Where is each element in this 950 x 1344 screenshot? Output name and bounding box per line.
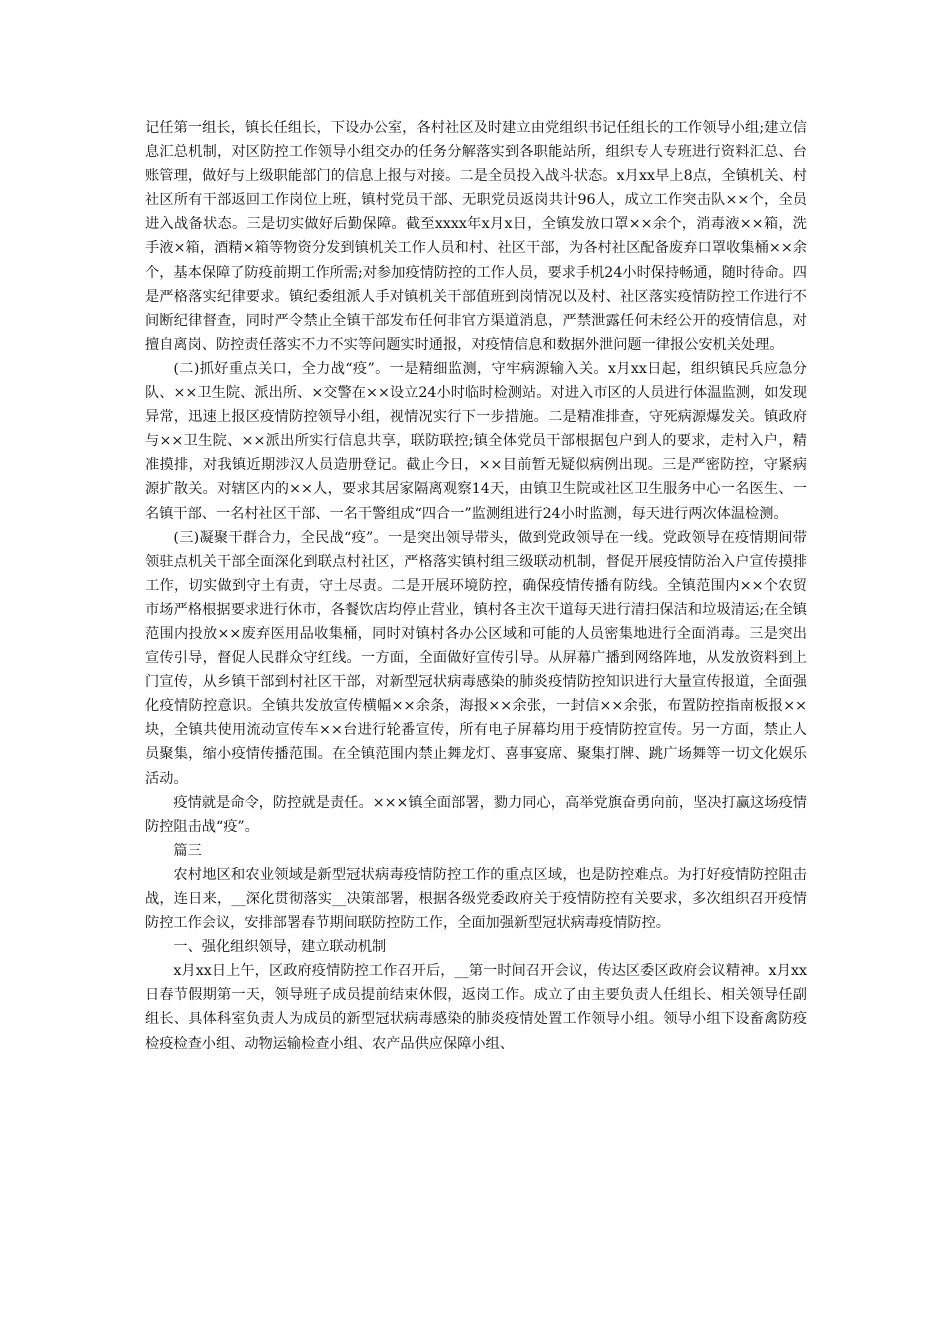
paragraph-1: 记任第一组长，镇长任组长，下设办公室，各村社区及时建立由党组织书记任组长的工作领导小组;建立信息汇总机制，对区防控工作领导小组交办的任务分解落实到各职能站所，组织专人专班进行资料汇总、台账管理，做好与上级职能部门的信息上报与对接。二是全员投入战斗状态。x月xx早上8点，全镇机关、村社区所有干部返回工作岗位上班，镇村党员干部、无职党员返岗共计96人，成立工作突击队××个，全员进入战备状态。三是切实做好后勤保障。截至xxxx年x月x日，全镇发放口罩××余个，消毒液××箱，洗手液×箱，酒精×箱等物资分发到镇机关工作人员和村、社区干部，为各村社区配备废弃口罩收集桶××余个，基本保障了防疫前期工作所需;对参加疫情防控的工作人员，要求手机24小时保持畅通，随时待命。四是严格落实纪律要求。镇纪委组派人手对镇机关干部值班到岗情况以及村、社区落实疫情防控工作进行不间断纪律督查，同时严令禁止全镇干部发布任何非官方渠道消息，严禁泄露任何未经公开的疫情信息，对擅自离岗、防控责任落实不力不实等问题实时通报，对疫情信息和数据外泄问题一律报公安机关处理。 [145, 120, 807, 353]
paragraph-6: x月xx日上午，区政府疫情防控工作召开后，__第一时间召开会议，传达区委区政府会议精神。x月xx日春节假期第一天，领导班子成员提前结束休假，返岗工作。成立了由主要负责人任组长、相关领导任副组长、具体科室负责人为成员的新型冠状病毒感染的肺炎疫情处置工作领导小组。领导小组下设畜禽防疫检疫检查小组、动物运输检查小组、农产品供应保障小组、 [145, 963, 807, 1052]
paragraph-4: 疫情就是命令，防控就是责任。×××镇全面部署，勠力同心，高举党旗奋勇向前，坚决打赢这场疫情防控阻击战“疫”。 [145, 794, 807, 835]
paragraph-5: 农村地区和农业领域是新型冠状病毒疫情防控工作的重点区域，也是防控难点。为打好疫情防控阻击战，连日来，__深化贯彻落实__决策部署，根据各级党委政府关于疫情防控有关要求，多次组织召开疫情防控工作会议，安排部署春节期间联防控防工作，全面加强新型冠状病毒疫情防控。 [145, 866, 807, 932]
section-heading-part-three: 篇三 [173, 842, 202, 859]
paragraph-2: (二)抓好重点关口，全力战“疫”。一是精细监测，守牢病源输入关。x月xx日起，组织镇民兵应急分队、××卫生院、派出所、×交警在××设立24小时临时检测站。对进入市区的人员进行体温监测，如发现异常，迅速上报区疫情防控领导小组，视情况实行下一步措施。二是精准排查，守死病源爆发关。镇政府与××卫生院、××派出所实行信息共享，联防联控;镇全体党员干部根据包户到人的要求，走村入户，精准摸排，对我镇近期涉汉人员造册登记。截止今日，××目前暂无疑似病例出现。三是严密防控，守紧病源扩散关。对辖区内的××人，要求其居家隔离观察14天，由镇卫生院或社区卫生服务中心一名医生、一名镇干部、一名村社区干部、一名干警组成“四合一”监测组进行24小时监测，每天进行两次体温检测。 [145, 360, 807, 522]
section-heading-1: 一、强化组织领导，建立联动机制 [173, 939, 387, 956]
document-page [145, 116, 807, 1056]
paragraph-3: (三)凝聚干群合力，全民战“疫”。一是突出领导带头，做到党政领导在一线。党政领导在疫情期间带领驻点机关干部全面深化到联点村社区，严格落实镇村组三级联动机制，督促开展疫情防治入户宣传摸排工作，切实做到守土有责，守土尽责。二是开展环境防控，确保疫情传播有防线。全镇范围内××个农贸市场严格根据要求进行休市，各餐饮店均停止营业，镇村各主次干道每天进行清扫保洁和垃圾清运;在全镇范围内投放××废弃医用品收集桶，同时对镇村各办公区域和可能的人员密集地进行全面消毒。三是突出宣传引导，督促人民群众守红线。一方面，全面做好宣传引导。从屏幕广播到网络阵地，从发放资料到上门宣传，从乡镇干部到村社区干部，对新型冠状病毒感染的肺炎疫情防控知识进行大量宣传报道，全面强化疫情防控意识。全镇共发放宣传横幅××余条，海报××余张，一封信××余张，布置防控指南板报××块，全镇共使用流动宣传车××台进行轮番宣传，所有电子屏幕均用于疫情防控宣传。另一方面，禁止人员聚集，缩小疫情传播范围。在全镇范围内禁止舞龙灯、喜事宴席、聚集打牌、跳广场舞等一切文化娱乐活动。 [145, 529, 807, 787]
